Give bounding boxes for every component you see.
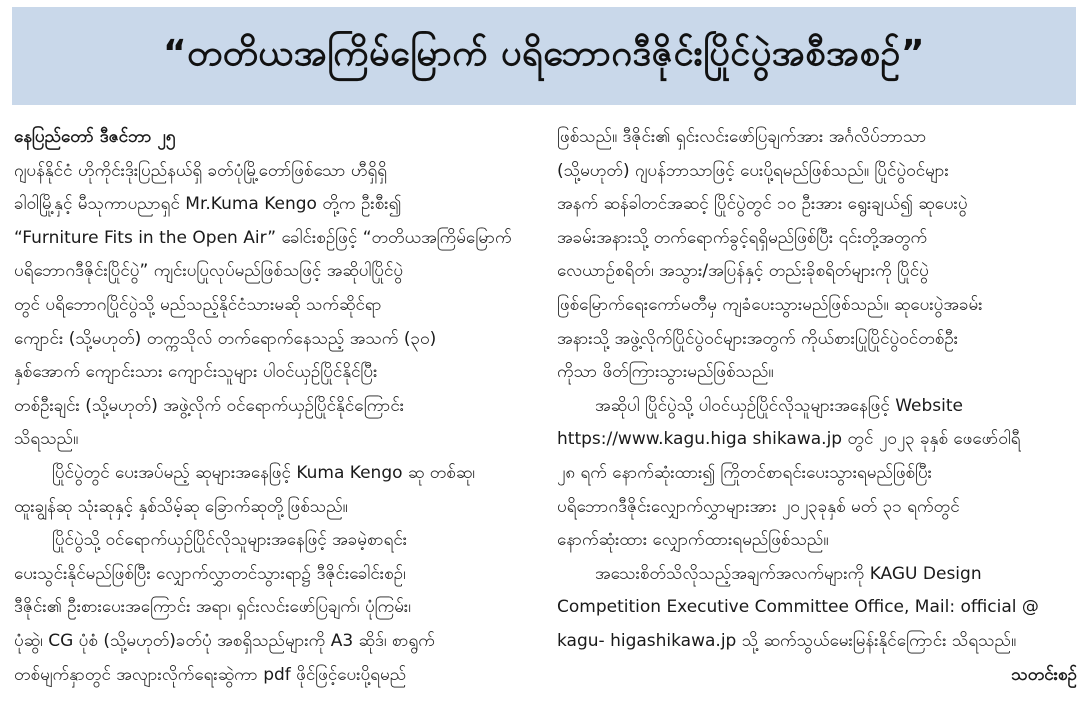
body-line: ဂျပန်နိုင်ငံ ဟိုကိုင်းဒိုးပြည်နယ်ရှိ ခတ်ပုံမြို့တော်ဖြစ်သော ဟီရှိရှိ	[14, 160, 388, 181]
body-line: ပရိဘောဂဒီဇိုင်းလျှောက်လွှာများအား ၂၀၂၃ခုနှစ် မတ် ၃၁ ရက်တွင်	[557, 496, 960, 517]
body-line: ထူးချွန်ဆု သုံးဆုနှင့် နှစ်သိမ့်ဆု ခြောက်ဆုတို့ဖြစ်သည်။	[14, 496, 348, 517]
body-line: ပရိဘောဂဒီဇိုင်းပြိုင်ပွဲ” ကျင်းပပြုလုပ်မည်ဖြစ်သဖြင့် အဆိုပါပြိုင်ပွဲ	[14, 261, 404, 282]
body-line: ပေးသွင်းနိုင်မည်ဖြစ်ပြီး လျှောက်လွှာတင်သွားရာ၌ ဒီဇိုင်းခေါင်းစဉ်၊	[14, 563, 406, 584]
body-line: Competition Executive Committee Office, Mail: official @	[557, 597, 1039, 618]
body-line: ကျောင်း (သို့မဟုတ်) တက္ကသိုလ် တက်ရောက်နေသည့် အသက် (၃၀)	[14, 328, 437, 349]
headline: “တတိယအကြိမ်မြောက် ပရိဘောဂဒီဇိုင်းပြိုင်ပွဲအစီအစဉ်”	[163, 33, 925, 74]
body-line: kagu- higashikawa.jp သို့ ဆက်သွယ်မေးမြန်းနိုင်ကြောင်း သိရသည်။	[557, 630, 1017, 651]
body-line: အနက် ဆန်ခါတင်အဆင့် ပြိုင်ပွဲတွင် ၁၀ ဦးအား ရွေးချယ်၍ ဆုပေးပွဲ	[557, 194, 968, 215]
right-column	[557, 121, 1077, 692]
left-column	[14, 121, 534, 692]
headline-banner	[12, 7, 1076, 105]
body-line: ဖြစ်သည်။ ဒီဇိုင်း၏ ရှင်းလင်းဖော်ပြချက်အား အင်္ဂလိပ်ဘာသာ	[557, 127, 927, 147]
body-line: ပုံဆွဲ၊ CG ပုံစံ (သို့မဟုတ်)ခတ်ပုံ အစရှိသည်များကို A3 ဆိုဒ်၊ စာရွက်	[14, 630, 435, 651]
body-line: ဒီဇိုင်း၏ ဦးစားပေးအကြောင်း အရာ၊ ရှင်းလင်းဖော်ပြချက်၊ ပုံကြမ်း၊	[14, 597, 411, 618]
body-line: ကိုသာ ဖိတ်ကြားသွားမည်ဖြစ်သည်။	[557, 362, 774, 383]
body-line: လေယာဉ်စရိတ်၊ အသွား/အပြန်နှင့် တည်းခိုစရိတ်များကို ပြိုင်ပွဲ	[557, 261, 929, 282]
body-line: တစ်မျက်နှာတွင် အလျားလိုက်ရေးဆွဲကာ pdf ဖိုင်ဖြင့်ပေးပို့ရမည်	[14, 664, 407, 685]
body-line: တွင် ပရိဘောဂပြိုင်ပွဲသို့ မည်သည့်နိုင်ငံသားမဆို သက်ဆိုင်ရာ	[14, 294, 382, 315]
body-line: ၂၈ ရက် နောက်ဆုံးထား၍ ကြိုတင်စာရင်းပေးသွားရမည်ဖြစ်ပြီး	[557, 462, 932, 483]
body-line: သိရသည်။	[14, 429, 79, 450]
body-line: အသေးစိတ်သိလိုသည့်အချက်အလက်များကို KAGU Design	[595, 563, 982, 584]
body-line: အခမ်းအနားသို့ တက်ရောက်ခွင့်ရရှိမည်ဖြစ်ပြီး ၎င်းတို့အတွက်	[557, 227, 928, 248]
body-line: ပြိုင်ပွဲတွင် ပေးအပ်မည့် ဆုများအနေဖြင့် Kuma Kengo ဆု တစ်ဆု၊	[52, 462, 475, 483]
body-line: အနားသို့ အဖွဲ့လိုက်ပြိုင်ပွဲဝင်များအတွက် ကိုယ်စားပြုပြိုင်ပွဲဝင်တစ်ဦး	[557, 328, 959, 349]
body-line: (သို့မဟုတ်) ဂျပန်ဘာသာဖြင့် ပေးပို့ရမည်ဖြစ်သည်။ ပြိုင်ပွဲဝင်များ	[557, 160, 949, 181]
dateline: နေပြည်တော် ဒီဇင်ဘာ ၂၅	[14, 127, 176, 147]
body-line: ခါဝါမြို့နှင့် မီသုကာပညာရှင် Mr.Kuma Kengo တို့က ဦးစီး၍	[14, 194, 402, 215]
body-line: တစ်ဦးချင်း (သို့မဟုတ်) အဖွဲ့လိုက် ဝင်ရောက်ယှဉ်ပြိုင်နိုင်ကြောင်း	[14, 395, 405, 416]
body-line: အဆိုပါ ပြိုင်ပွဲသို့ ပါဝင်ယှဉ်ပြိုင်လိုသူများအနေဖြင့် Website	[595, 395, 963, 416]
body-line: နှစ်အောက် ကျောင်းသား ကျောင်းသူများ ပါဝင်ယှဉ်ပြိုင်နိုင်ပြီး	[14, 362, 378, 383]
byline: သတင်းစဉ်	[1011, 664, 1077, 685]
body-line: နောက်ဆုံးထား လျှောက်ထားရမည်ဖြစ်သည်။	[557, 530, 829, 551]
body-line: ဖြစ်မြောက်ရေးကော်မတီမှ ကျခံပေးသွားမည်ဖြစ်သည်။ ဆုပေးပွဲအခမ်း	[557, 294, 983, 315]
body-line: https://www.kagu.higa shikawa.jp တွင် ၂၀၂၃ ခုနှစ် ဖေဖော်ဝါရီ	[557, 429, 1021, 450]
body-line: ပြိုင်ပွဲသို့ ဝင်ရောက်ယှဉ်ပြိုင်လိုသူများအနေဖြင့် အခမဲ့စာရင်း	[52, 530, 408, 551]
body-line: “Furniture Fits in the Open Air” ခေါင်းစဉ်ဖြင့် “တတိယအကြိမ်မြောက်	[14, 227, 512, 248]
